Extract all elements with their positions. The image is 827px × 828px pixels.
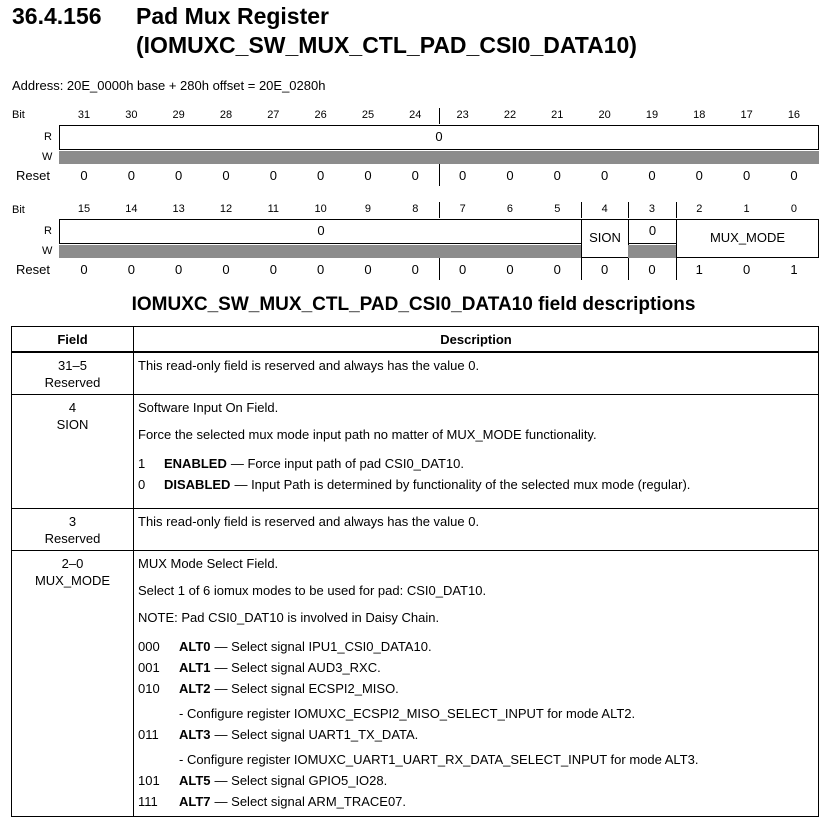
reset-value: 0 <box>317 262 325 277</box>
field-divider <box>581 258 582 280</box>
value-list <box>138 453 814 495</box>
bit-number: 31 <box>77 109 91 121</box>
reserved-value: 0 <box>317 223 325 238</box>
reset-value: 0 <box>695 168 703 183</box>
bit-number: 13 <box>172 203 185 215</box>
table-row <box>12 394 819 508</box>
value-desc: — Input Path is determined by functionality of the selected mux mode (regular). <box>234 476 691 492</box>
bit-number: 8 <box>412 203 419 215</box>
value-desc: — Select signal ECSPI2_MISO. <box>214 680 399 696</box>
bit-number: 19 <box>645 109 659 121</box>
reset-value: 0 <box>648 262 656 277</box>
field-divider <box>628 258 629 280</box>
value-code: 111 <box>138 793 158 809</box>
value-code: 101 <box>138 772 160 788</box>
field-name: Reserved <box>44 530 101 546</box>
bit-number: 27 <box>267 109 280 121</box>
bit-number: 6 <box>506 203 514 215</box>
list-item <box>138 678 814 699</box>
bit-number: 14 <box>125 203 138 215</box>
field-cell <box>12 394 134 508</box>
nibble-divider <box>439 164 440 186</box>
field-bits: 4 <box>68 399 77 415</box>
reset-value: 1 <box>790 262 798 277</box>
bit-label: Bit <box>12 204 25 216</box>
value-code: 1 <box>138 455 146 471</box>
reset-value: 0 <box>364 262 372 277</box>
reset-value: 0 <box>127 262 135 277</box>
read-label: R <box>44 225 52 237</box>
reset-value: 0 <box>269 168 277 183</box>
nibble-divider <box>439 108 440 124</box>
sion-label: SION <box>589 230 621 245</box>
list-item <box>138 770 814 791</box>
table-row <box>12 508 819 550</box>
value-code: 010 <box>138 680 160 696</box>
field-name: Reserved <box>44 375 101 390</box>
value-name: ALT2 <box>179 680 211 696</box>
bit-number: 29 <box>172 109 185 121</box>
reset-value: 0 <box>175 262 183 277</box>
reset-value: 0 <box>411 262 419 277</box>
nibble-divider <box>439 202 440 218</box>
write-bar <box>59 151 819 164</box>
bit-number: 25 <box>361 109 375 121</box>
reset-value: 0 <box>790 168 798 183</box>
bit-number: 15 <box>77 203 91 215</box>
reset-value: 0 <box>553 168 561 183</box>
bit-number: 20 <box>598 109 611 121</box>
description-text: Force the selected mux mode input path no matter of MUX_MODE functionality. <box>138 426 597 442</box>
list-item <box>138 636 814 657</box>
field-divider <box>628 202 629 218</box>
description-text: Select 1 of 6 iomux modes to be used for pad: CSI0_DAT10. <box>138 582 487 598</box>
bit-number: 22 <box>503 109 517 121</box>
bit3-value: 0 <box>648 223 657 238</box>
value-note: - Configure register IOMUXC_ECSPI2_MISO_SELECT_INPUT for mode ALT2. <box>179 705 636 721</box>
reset-value: 0 <box>317 168 325 183</box>
reset-value: 0 <box>459 168 467 183</box>
bit-number: 23 <box>456 109 469 121</box>
bit-number: 0 <box>790 203 797 215</box>
reset-value: 0 <box>364 168 372 183</box>
field-name: MUX_MODE <box>34 572 111 588</box>
description-cell <box>134 394 819 508</box>
bit-number: 2 <box>696 203 703 215</box>
field-bits: 3 <box>68 513 77 529</box>
description-text: MUX Mode Select Field. <box>138 555 279 571</box>
description-text: This read-only field is reserved and always has the value 0. <box>138 358 480 373</box>
reset-value: 0 <box>80 262 88 277</box>
reset-value: 0 <box>506 262 514 277</box>
table-row <box>12 550 819 816</box>
reset-value: 0 <box>411 168 419 183</box>
reset-value: 0 <box>80 168 88 183</box>
bit-number: 17 <box>740 109 753 121</box>
value-code: 000 <box>138 638 160 654</box>
col-description-header: Description <box>134 327 819 353</box>
reset-value: 0 <box>553 262 561 277</box>
nibble-divider <box>439 258 440 280</box>
description-text: This read-only field is reserved and always has the value 0. <box>138 513 480 529</box>
bit-number: 7 <box>459 203 466 215</box>
reset-value: 0 <box>222 168 230 183</box>
value-desc: — Select signal AUD3_RXC. <box>214 659 381 675</box>
write-label: W <box>42 245 53 257</box>
section-title <box>12 2 329 31</box>
field-descriptions-table <box>11 326 819 817</box>
title-line-1: Pad Mux Register <box>136 3 329 29</box>
table-row <box>12 352 819 394</box>
value-code: 0 <box>138 476 146 492</box>
description-cell <box>134 352 819 394</box>
write-bar <box>59 245 582 258</box>
value-note: - Configure register IOMUXC_UART1_UART_RX_DATA_SELECT_INPUT for mode ALT3. <box>179 751 699 767</box>
description-cell <box>134 550 819 816</box>
field-cell <box>12 352 134 394</box>
bit-number: 24 <box>409 109 422 121</box>
value-name: ALT3 <box>179 726 211 742</box>
bit-number: 30 <box>125 109 138 121</box>
list-item <box>138 453 814 474</box>
field-bits: 2–0 <box>61 555 84 571</box>
bit-label: Bit <box>12 109 25 121</box>
bit-number: 4 <box>601 203 608 215</box>
field-divider <box>676 258 677 280</box>
value-name: ENABLED <box>164 455 227 471</box>
value-name: ALT1 <box>179 659 211 675</box>
value-desc: — Select signal GPIO5_IO28. <box>214 772 388 788</box>
bit-number: 16 <box>787 109 801 121</box>
reset-value: 0 <box>601 168 609 183</box>
reset-label: Reset <box>16 168 50 183</box>
reset-value: 0 <box>269 262 277 277</box>
write-label: W <box>42 151 53 163</box>
value-desc: — Select signal IPU1_CSI0_DATA10. <box>214 638 432 654</box>
read-value: 0 <box>435 129 443 144</box>
bit-number: 5 <box>554 203 561 215</box>
bit-number: 21 <box>551 109 564 121</box>
list-item <box>138 657 814 678</box>
field-divider <box>581 202 582 218</box>
reset-value: 0 <box>506 168 514 183</box>
value-name: ALT5 <box>179 772 211 788</box>
col-field-header: Field <box>12 327 134 353</box>
value-list <box>138 636 814 812</box>
bit-number: 11 <box>267 203 280 215</box>
list-item <box>138 474 814 495</box>
mux-mode-label: MUX_MODE <box>709 230 786 245</box>
value-desc: — Select signal ARM_TRACE07. <box>214 793 407 809</box>
bit-number: 1 <box>743 203 750 215</box>
reset-value: 0 <box>222 262 230 277</box>
description-cell <box>134 508 819 550</box>
value-desc: — Select signal UART1_TX_DATA. <box>214 726 419 742</box>
field-bits: 31–5 <box>58 358 87 373</box>
reset-value: 0 <box>175 168 183 183</box>
reset-value: 0 <box>459 262 467 277</box>
bit-number: 9 <box>364 203 372 215</box>
bit-number: 28 <box>219 109 233 121</box>
field-cell <box>12 508 134 550</box>
bit-number: 10 <box>314 203 327 215</box>
field-name: SION <box>56 416 89 432</box>
reset-value: 1 <box>695 262 703 277</box>
value-name: ALT7 <box>179 793 211 809</box>
value-desc: — Force input path of pad CSI0_DAT10. <box>230 455 465 471</box>
reset-value: 0 <box>742 168 751 183</box>
field-cell <box>12 550 134 816</box>
value-name: ALT0 <box>179 638 211 654</box>
title-line-2: (IOMUXC_SW_MUX_CTL_PAD_CSI0_DATA10) <box>136 32 637 58</box>
write-bar-bit3 <box>628 245 677 258</box>
field-table-title: IOMUXC_SW_MUX_CTL_PAD_CSI0_DATA10 field descriptions <box>131 294 696 315</box>
reset-label: Reset <box>16 262 50 277</box>
field-divider <box>676 202 677 218</box>
list-item <box>138 791 814 812</box>
read-label: R <box>44 131 52 143</box>
list-item <box>138 724 814 745</box>
bit-number: 18 <box>693 109 706 121</box>
section-number: 36.4.156 <box>12 3 102 29</box>
bit-number: 3 <box>648 203 656 215</box>
value-code: 011 <box>138 726 159 742</box>
reset-value: 0 <box>648 168 656 183</box>
bit-number: 26 <box>314 109 327 121</box>
register-address: Address: 20E_0000h base + 280h offset = 20E_0280h <box>12 78 326 93</box>
description-text: Software Input On Field. <box>138 399 279 415</box>
value-code: 001 <box>138 659 160 675</box>
description-note: NOTE: Pad CSI0_DAT10 is involved in Daisy Chain. <box>138 609 440 625</box>
reset-value: 0 <box>127 168 135 183</box>
reset-value: 0 <box>742 262 751 277</box>
bit-number: 12 <box>219 203 233 215</box>
reset-value: 0 <box>601 262 609 277</box>
value-name: DISABLED <box>164 476 231 492</box>
